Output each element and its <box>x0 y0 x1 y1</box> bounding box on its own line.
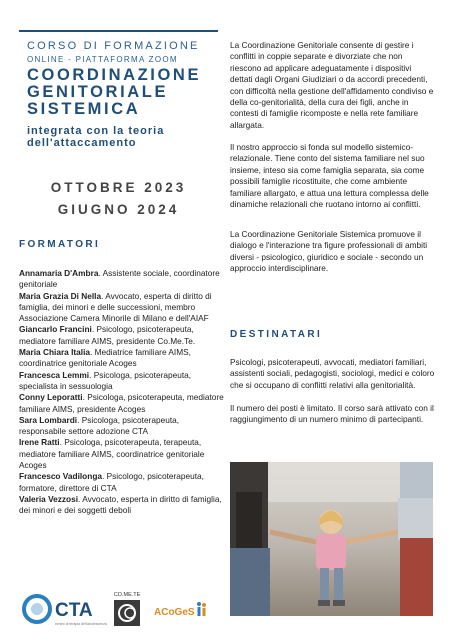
trainer-entry <box>19 324 225 347</box>
destinatari-note: Il numero dei posti è limitato. Il corso sarà attivato con il raggiungimento di un numero minimo di partecipanti. <box>230 403 434 425</box>
trainer-list <box>19 268 225 517</box>
trainer-desc: . Mediatrice familiare AIMS, coordinatrice genitoriale Acoges <box>19 347 191 369</box>
trainer-entry <box>19 437 225 471</box>
trainer-desc: . Psicologo, psicoterapeuta, formatore, direttore di CTA <box>19 471 204 493</box>
trainer-name: Francesca Lemmi <box>19 369 90 380</box>
trainer-desc: . Psicologa, psicoterapeuta, specialista in sessuologia <box>19 369 192 391</box>
trainer-name: Maria Grazia Di Nella <box>19 290 102 301</box>
trainer-name: Francesco Vadilonga <box>19 471 102 482</box>
header-rule <box>19 30 218 32</box>
course-platform: ONLINE - PIATTAFORMA ZOOM <box>27 55 178 64</box>
end-date: GIUGNO 2024 <box>57 202 180 217</box>
trainer-entry <box>19 291 225 325</box>
course-title-line: GENITORIALE <box>27 83 169 101</box>
trainer-desc: . Psicologo, psicoterapeuta, mediatore familiare AIMS, presidente Co.Me.Te. <box>19 324 196 346</box>
description-paragraph: Il nostro approccio si fonda sul modello sistemico-relazionale. Tiene conto del sistema familiare nel suo insieme, inteso sia come famiglia separata, sia come possibili famiglie ricostituite, che come ambiente familiare allargato, e attua una lettura complessa delle dinamiche relazionali che ruotano intorno ai conflitti. <box>230 142 429 210</box>
trainer-name: Maria Chiara Italia <box>19 347 91 358</box>
trainer-desc: . Psicologa, psicoterapeuta, responsabile settore adozione CTA <box>19 414 180 437</box>
trainer-name: Giancarlo Francini <box>19 324 92 335</box>
start-date: OTTOBRE 2023 <box>50 180 187 195</box>
course-type: CORSO DI FORMAZIONE <box>27 40 200 52</box>
trainer-entry <box>19 415 225 438</box>
acoges-logo <box>153 596 209 624</box>
trainer-name: Sara Lombardi <box>19 414 78 425</box>
family-photo <box>230 462 433 616</box>
destinatari-paragraph: Psicologi, psicoterapeuti, avvocati, mediatori familiari, assistenti sociali, pedagogisti, sociologi, medici e coloro che si occupano di conflitti relativi alla genitorialità. <box>230 357 435 390</box>
trainer-name: Valeria Vezzosi <box>19 493 79 504</box>
trainer-name: Irene Ratti <box>19 437 60 448</box>
comete-logo-text: CO.ME.TE <box>113 592 141 598</box>
course-subtitle-line: integrata con la teoria <box>27 125 165 137</box>
trainer-entry <box>19 347 225 370</box>
trainer-entry <box>19 392 225 415</box>
course-title <box>27 67 227 118</box>
cta-logo-subtext: centro di terapia dell'adolescenza <box>55 622 107 626</box>
description-paragraph: La Coordinazione Genitoriale consente di gestire i conflitti in coppie separate e divorziate che non riescono ad applicare adeguatamente i dispositivi dettati dagli Organi Giudiziari o da accordi precedenti, con difficoltà nella gestione dell'affidamento condiviso e della co-genitorialità, della cura dei figli, anche in contesti di famiglie ricomposte e nella rete familiare allargata. <box>230 40 434 130</box>
course-subtitle <box>27 125 227 149</box>
destinatari-heading: DESTINATARI <box>230 329 323 340</box>
course-dates <box>19 177 218 221</box>
formatori-heading: FORMATORI <box>19 239 101 250</box>
course-title-line: SISTEMICA <box>27 100 141 118</box>
trainer-name: Conny Leporatti <box>19 392 83 403</box>
trainer-desc: . Psicologa, psicoterapeuta, terapeuta, mediatore familiare AIMS, coordinatrice genitoriale Acoges <box>19 437 205 471</box>
acoges-logo-text: ACoGeS <box>154 607 195 618</box>
cta-logo <box>22 594 107 628</box>
trainer-name: Annamaria D'Ambra <box>19 268 99 278</box>
trainer-desc: . Avvocato, esperta di diritto di famiglia, dei minori e delle successioni, membro Associazione Camera Minorile di Milano e dell'AIAF <box>19 290 212 324</box>
course-title-line: COORDINAZIONE <box>27 66 202 84</box>
comete-logo <box>110 590 144 628</box>
trainer-desc: . Avvocato, esperta in diritto di famiglia, dei minori e dei soggetti deboli <box>19 493 222 516</box>
trainer-entry <box>19 268 225 291</box>
description-paragraph: La Coordinazione Genitoriale Sistemica promuove il dialogo e l'interazione tra figure professionali di ambiti diversi - psicologico, giuridico e sociale - secondo un approccio interdisciplinare. <box>230 229 428 274</box>
trainer-entry <box>19 471 225 494</box>
cta-logo-text: CTA <box>55 600 93 621</box>
course-subtitle-line: dell'attaccamento <box>27 137 137 149</box>
trainer-entry <box>19 494 225 517</box>
trainer-entry <box>19 370 225 393</box>
trainer-desc: . Assistente sociale, coordinatore genitoriale <box>19 268 220 290</box>
trainer-desc: . Psicologa, psicoterapeuta, mediatore familiare AIMS, presidente Acoges <box>19 392 224 414</box>
